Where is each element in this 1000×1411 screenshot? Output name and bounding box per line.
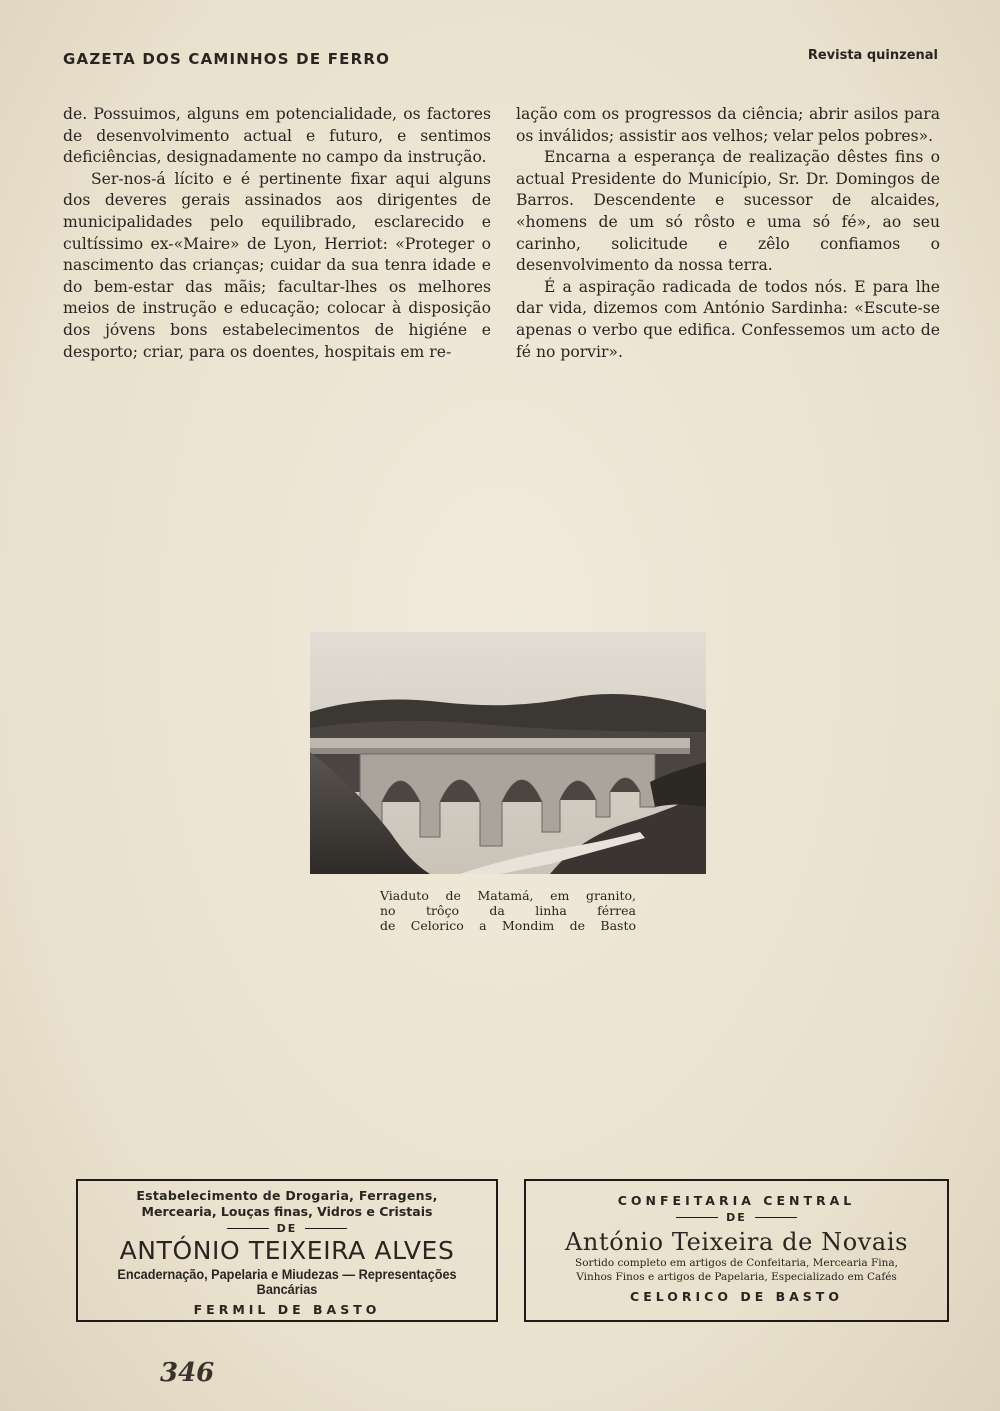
ad-right-desc-2: Vinhos Finos e artigos de Papelaria, Especializado em Cafés xyxy=(576,1271,897,1283)
right-paragraph-3: É a aspiração radicada de todos nós. E para lhe dar vida, dizemos com António Sardinha: «Escute-se apenas o verbo que edifica. Confessemos um acto de fé no porvir». xyxy=(516,277,940,361)
left-paragraph-1: de. Possuimos, alguns em potencialidade, os factores de desenvolvimento actual e futuro, e sentimos deficiências, designadamente no campo da instrução. xyxy=(63,105,491,167)
divider xyxy=(755,1217,797,1218)
ad-left-town: FERMIL DE BASTO xyxy=(193,1302,381,1317)
ad-left-line-1: Estabelecimento de Drogaria, Ferragens, xyxy=(136,1188,438,1203)
divider xyxy=(227,1228,269,1229)
advertisement-teixeira-alves xyxy=(76,1179,498,1322)
caption-line-1: Viaduto de Matamá, em granito, xyxy=(380,888,636,903)
left-paragraph-2: Ser-nos-á lícito e é pertinente fixar aqui alguns dos deveres gerais assinados aos dirigentes de municipalidades pelo equilibrado, esclarecido e cultíssimo ex-«Maire» de Lyon, Herriot: «Proteger o nascimento das crianças; cuidar da sua tenra idade e do bem-estar das mãis; facultar-lhes os melhores meios de instrução e educação; colocar à disposição dos jóvens bons estabelecimentos de higiéne e desporto; criar, para os doentes, hospitais em re- xyxy=(63,169,491,361)
right-paragraph-1: lação com os progressos da ciência; abrir asilos para os inválidos; assistir aos velhos; velar pelos pobres». xyxy=(516,105,940,145)
divider xyxy=(305,1228,347,1229)
ad-left-de-row xyxy=(78,1222,496,1235)
ad-left-name: ANTÓNIO TEIXEIRA ALVES xyxy=(119,1236,455,1265)
viaduct-photo xyxy=(310,632,706,874)
ad-right-title: CONFEITARIA CENTRAL xyxy=(617,1193,856,1208)
ad-left-services: Encadernação, Papelaria e Miudezas — Representações Bancárias xyxy=(117,1267,457,1297)
publication-subtitle: Revista quinzenal xyxy=(807,48,938,63)
ad-right-de-row xyxy=(526,1211,947,1224)
divider xyxy=(676,1217,718,1218)
ad-left-line-2: Mercearia, Louças finas, Vidros e Cristais xyxy=(141,1204,433,1219)
ad-right-town: CELORICO DE BASTO xyxy=(630,1289,843,1304)
caption-line-2: no trôço da linha férrea xyxy=(380,903,636,918)
left-column xyxy=(63,104,491,363)
page-number: 346 xyxy=(160,1358,215,1388)
right-paragraph-2: Encarna a esperança de realização dêstes fins o actual Presidente do Município, Sr. Dr. Domingos de Barros. Descendente e sucessor de alcaides, «homens de um só rôsto e uma só fé», ao seu carinho, solicitude e zêlo confiamos o desenvolvimento da nossa terra. xyxy=(516,148,940,275)
right-column xyxy=(516,104,940,363)
ad-right-name: António Teixeira de Novais xyxy=(564,1228,909,1256)
publication-title: GAZETA DOS CAMINHOS DE FERRO xyxy=(63,50,391,68)
photo-caption xyxy=(380,888,636,933)
advertisement-confeitaria-central xyxy=(524,1179,949,1322)
caption-line-3: de Celorico a Mondim de Basto xyxy=(380,918,636,933)
ad-left-de: DE xyxy=(276,1222,298,1235)
ad-right-de: DE xyxy=(726,1211,747,1224)
ad-right-desc-1: Sortido completo em artigos de Confeitaria, Mercearia Fina, xyxy=(575,1257,898,1269)
